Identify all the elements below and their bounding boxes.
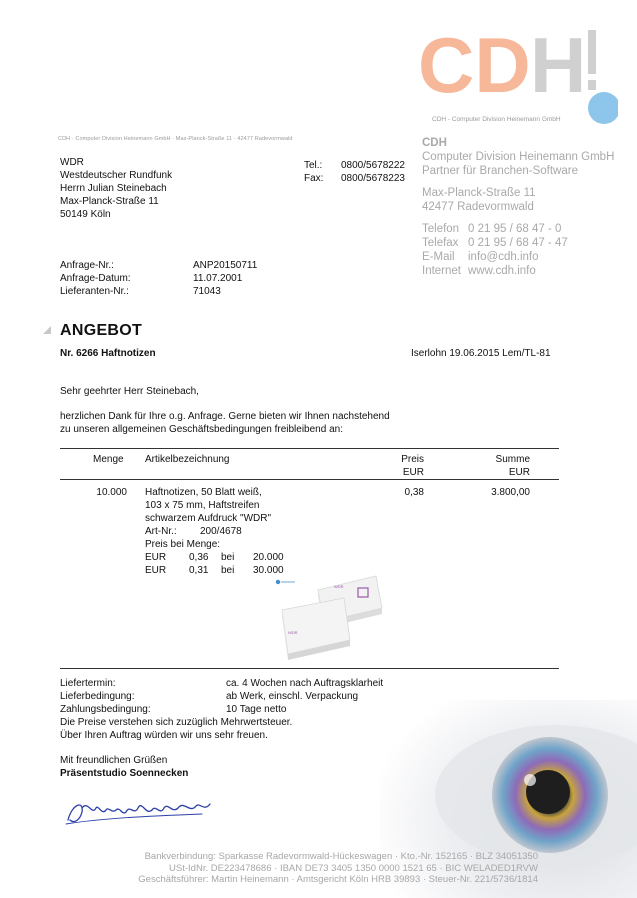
company-full-name: Computer Division Heinemann GmbH (422, 151, 615, 163)
regards: Mit freundlichen Grüßen (60, 755, 168, 766)
row-price: 0,38 (404, 487, 424, 498)
reference-block: Anfrage-Nr.: ANP20150711 Anfrage-Datum: 11.07.2001 Lieferanten-Nr.: 71043 (60, 260, 258, 297)
contact-phone: Telefon 0 21 95 / 68 47 - 0 (422, 223, 562, 235)
table-top-rule (60, 448, 559, 449)
row-description: Haftnotizen, 50 Blatt weiß, 103 x 75 mm, Haftstreifen schwarzem Aufdruck "WDR" Art-Nr.: 200/4678 Preis bei Menge: EUR 0,36 bei 20.000 EUR 0,31 bei 30.000 (145, 487, 284, 576)
cdh-logo (418, 26, 618, 126)
vat-note: Die Preise verstehen sich zuzüglich Mehrwertsteuer. (60, 717, 293, 728)
price-tier-label: Preis bei Menge: (145, 539, 221, 550)
price-tier-1: EUR 0,36 bei 20.000 (145, 552, 284, 563)
price-tier-2: EUR 0,31 bei 30.000 (145, 565, 284, 576)
company-tagline: Partner für Branchen-Software (422, 165, 578, 177)
logo-dot (588, 92, 618, 124)
row-quantity: 10.000 (96, 487, 127, 498)
order-note: Über Ihren Auftrag würden wir uns sehr freuen. (60, 730, 268, 741)
offer-subject: Nr. 6266 Haftnotizen (60, 348, 156, 359)
sender-line: CDH · Computer Division Heinemann GmbH · Max-Planck-Straße 11 · 42477 Radevormwald (58, 136, 293, 142)
intro-text: herzlichen Dank für Ihre o.g. Anfrage. Gerne bieten wir Ihnen nachstehend zu unseren allgemeinen Geschäftsbedingungen freibleibend an: (60, 411, 390, 435)
company-street: Max-Planck-Straße 11 (422, 187, 536, 199)
company-city: 42477 Radevormwald (422, 201, 534, 213)
company-small-name: CDH - Computer Division Heinemann GmbH (432, 116, 561, 123)
handwritten-signature (62, 790, 222, 830)
logo-letter-h: H (530, 26, 587, 109)
bank-footer: Bankverbindung: Sparkasse Radevormwald-Hückeswagen · Kto.-Nr. 152165 · BLZ 34051350 USt-IdNr. DE223478686 · IBAN DE73 3405 1350 0000 1521 65 · BIC WELADED1RVW Geschäftsführer: Martin Heinemann · Amtsgericht Köln HRB 39893 · Steuer-Nr. 221/5736/1814 (138, 851, 538, 885)
terms-block: Liefertermin: ca. 4 Wochen nach Auftragsklarheit Lieferbedingung: ab Werk, einschl. Verpackung Zahlungsbedingung: 10 Tage netto Die Preise verstehen sich zuzüglich Mehrwertsteuer. Über Ihren Auftrag würden wir uns sehr freuen. (60, 678, 384, 741)
company-info (422, 136, 614, 278)
table-header-rule (60, 479, 559, 480)
place-date: Iserlohn 19.06.2015 Lem/TL-81 (411, 348, 551, 359)
contact-email: E-Mail info@cdh.info (422, 251, 539, 263)
header-preis: Preis EUR (401, 454, 424, 478)
section-marker (43, 326, 51, 334)
article-number: Art-Nr.: 200/4678 (145, 526, 242, 537)
row-total: 3.800,00 (491, 487, 530, 498)
header-menge: Menge (93, 454, 124, 465)
closing-company: Präsentstudio Soennecken (60, 768, 189, 779)
table-bottom-rule (60, 668, 559, 669)
document-title: ANGEBOT (60, 322, 143, 339)
greeting: Sehr geehrter Herr Steinebach, (60, 386, 199, 397)
recipient-contact: Tel.: 0800/5678222 Fax: 0800/5678223 (304, 160, 405, 184)
svg-text:WDR: WDR (288, 630, 298, 635)
logo-letters-cd: CD (418, 26, 531, 109)
header-artikel: Artikelbezeichnung (145, 454, 230, 465)
recipient-address: WDR Westdeutscher Rundfunk Herrn Julian Steinebach Max-Planck-Straße 11 50149 Köln (60, 157, 173, 220)
closing-block (60, 754, 188, 780)
product-image (272, 568, 402, 668)
contact-fax: Telefax 0 21 95 / 68 47 - 47 (422, 237, 568, 249)
header-summe: Summe EUR (495, 454, 530, 478)
company-name: CDH (422, 137, 447, 149)
contact-web: Internet www.cdh.info (422, 265, 536, 277)
svg-text:WDR: WDR (334, 584, 344, 589)
